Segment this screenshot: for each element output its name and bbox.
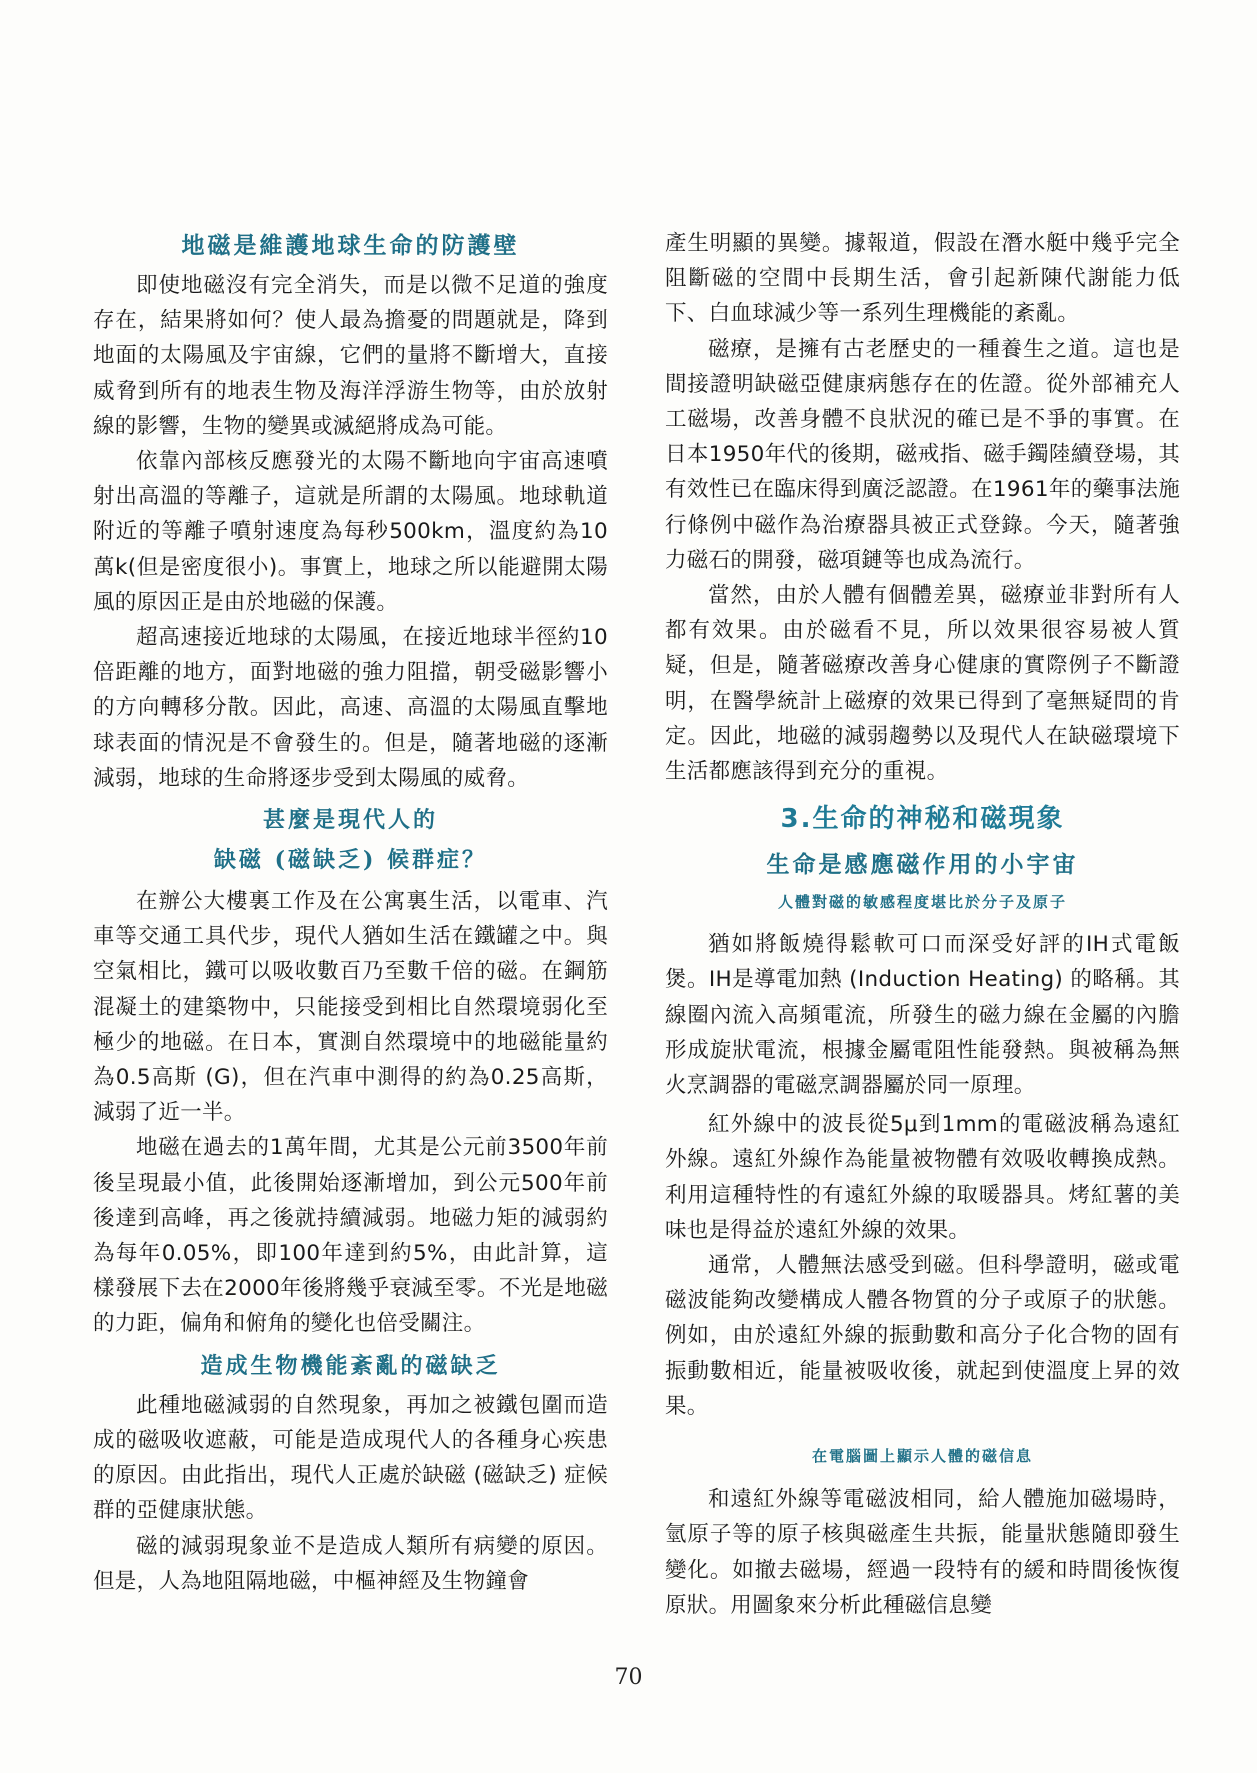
page-number: 70 bbox=[614, 1665, 643, 1690]
paragraph: 依靠內部核反應發光的太陽不斷地向宇宙高速噴射出高溫的等離子，這就是所謂的太陽風。地球軌道附近的等離子噴射速度為每秒500km，溫度約為10萬k(但是密度很小)。事實上，地球之所以能避開太陽風的原因正是由於地磁的保護。 bbox=[93, 449, 608, 615]
paragraph: 通常，人體無法感受到磁。但科學證明，磁或電磁波能夠改變構成人體各物質的分子或原子的狀態。例如，由於遠紅外線的振動數和高分子化合物的固有振動數相近，能量被吸收後，就起到使溫度上昇的效果。 bbox=[665, 1253, 1180, 1419]
paragraph: 地磁在過去的1萬年間，尤其是公元前3500年前後呈現最小值，此後開始逐漸增加，到公元500年前後達到高峰，再之後就持續減弱。地磁力矩的減弱約為每年0.05%，即100年達到約5%，由此計算，這樣發展下去在2000年後將幾乎衰減至零。不光是地磁的力距，偏角和俯角的變化也倍受關注。 bbox=[93, 1135, 608, 1337]
left-column bbox=[93, 226, 608, 1599]
paragraph: 此種地磁減弱的自然現象，再加之被鐵包圍而造成的磁吸收遮蔽，可能是造成現代人的各種身心疾患的原因。由此指出，現代人正處於缺磁 (磁缺乏) 症候群的亞健康狀態。 bbox=[93, 1392, 608, 1524]
paragraph: 磁療，是擁有古老歷史的一種養生之道。這也是間接證明缺磁亞健康病態存在的佐證。從外部補充人工磁場，改善身體不良狀況的確已是不爭的事實。在日本1950年代的後期，磁戒指、磁手鐲陸續登場，其有效性已在臨床得到廣泛認證。在1961年的藥事法施行條例中磁作為治療器具被正式登錄。今天，隨著強力磁石的開發，磁項鏈等也成為流行。 bbox=[665, 336, 1180, 573]
paragraph: 超高速接近地球的太陽風，在接近地球半徑約10倍距離的地方，面對地磁的強力阻擋，朝受磁影響小的方向轉移分散。因此，高速、高溫的太陽風直擊地球表面的情況是不會發生的。但是，隨著地磁的逐漸減弱，地球的生命將逐步受到太陽風的威脅。 bbox=[93, 625, 608, 791]
paragraph-continued: 產生明顯的異變。據報道，假設在潛水艇中幾乎完全阻斷磁的空間中長期生活，會引起新陳代謝能力低下、白血球減少等一系列生理機能的紊亂。 bbox=[665, 231, 1180, 327]
subheading-sensitivity: 人體對磁的敏感程度堪比於分子及原子 bbox=[777, 893, 1067, 912]
paragraph: 在辦公大樓裏工作及在公寓裏生活，以電車、汽車等交通工具代步，現代人猶如生活在鐵罐之中。與空氣相比，鐵可以吸收數百乃至數千倍的磁。在鋼筋混凝土的建築物中，只能接受到相比自然環境弱化至極少的地磁。在日本，實測自然環境中的地磁能量約為0.5高斯 (G)，但在汽車中測得的約為0.25高斯，減弱了近一半。 bbox=[93, 889, 608, 1126]
paragraph: 磁的減弱現象並不是造成人類所有病變的原因。但是，人為地阻隔地磁，中樞神經及生物鐘會 bbox=[93, 1533, 608, 1594]
heading-small-universe: 生命是感應磁作用的小宇宙 bbox=[766, 851, 1079, 879]
paragraph: 當然，由於人體有個體差異，磁療並非對所有人都有效果。由於磁看不見，所以效果很容易被人質疑，但是，隨著磁療改善身心健康的實際例子不斷證明，在醫學統計上磁療的效果已得到了毫無疑問的肯定。因此，地磁的減弱趨勢以及現代人在缺磁環境下生活都應該得到充分的重視。 bbox=[665, 583, 1180, 785]
right-column bbox=[665, 226, 1180, 1623]
paragraph: 猶如將飯燒得鬆軟可口而深受好評的IH式電飯煲。IH是導電加熱 (Induction Heating) 的略稱。其線圈內流入高頻電流，所發生的磁力線在金屬的內膽形成旋狀電流，根據金屬電阻性能發熱。與被稱為無火烹調器的電磁烹調器屬於同一原理。 bbox=[665, 932, 1180, 1099]
paragraph: 紅外線中的波長從5μ到1mm的電磁波稱為遠紅外線。遠紅外線作為能量被物體有效吸收轉換成熱。利用這種特性的有遠紅外線的取暖器具。烤紅薯的美味也是得益於遠紅外線的效果。 bbox=[665, 1112, 1180, 1243]
paragraph: 和遠紅外線等電磁波相同，給人體施加磁場時，氫原子等的原子核與磁產生共振，能量狀態隨即發生變化。如撤去磁場，經過一段特有的緩和時間後恢復原狀。用圖象來分析此種磁信息變 bbox=[665, 1487, 1180, 1618]
heading-syndrome-line-1: 甚麼是現代人的 bbox=[262, 807, 438, 834]
section-title: 3.生命的神秘和磁現象 bbox=[780, 804, 1065, 835]
heading-syndrome-line-2: 缺磁 (磁缺乏) 候群症？ bbox=[213, 847, 488, 874]
heading-earth-shield: 地磁是維護地球生命的防護壁 bbox=[181, 232, 520, 259]
heading-bio-disorder: 造成生物機能紊亂的磁缺乏 bbox=[200, 1352, 501, 1379]
paragraph: 即使地磁沒有完全消失，而是以微不足道的強度存在，結果將如何？使人最為擔憂的問題就是，降到地面的太陽風及宇宙線，它們的量將不斷增大，直接威脅到所有的地表生物及海洋浮游生物等，由於放射線的影響，生物的變異或滅絕將成為可能。 bbox=[93, 273, 608, 439]
subheading-computer-graph: 在電腦圖上顯示人體的磁信息 bbox=[811, 1447, 1033, 1466]
